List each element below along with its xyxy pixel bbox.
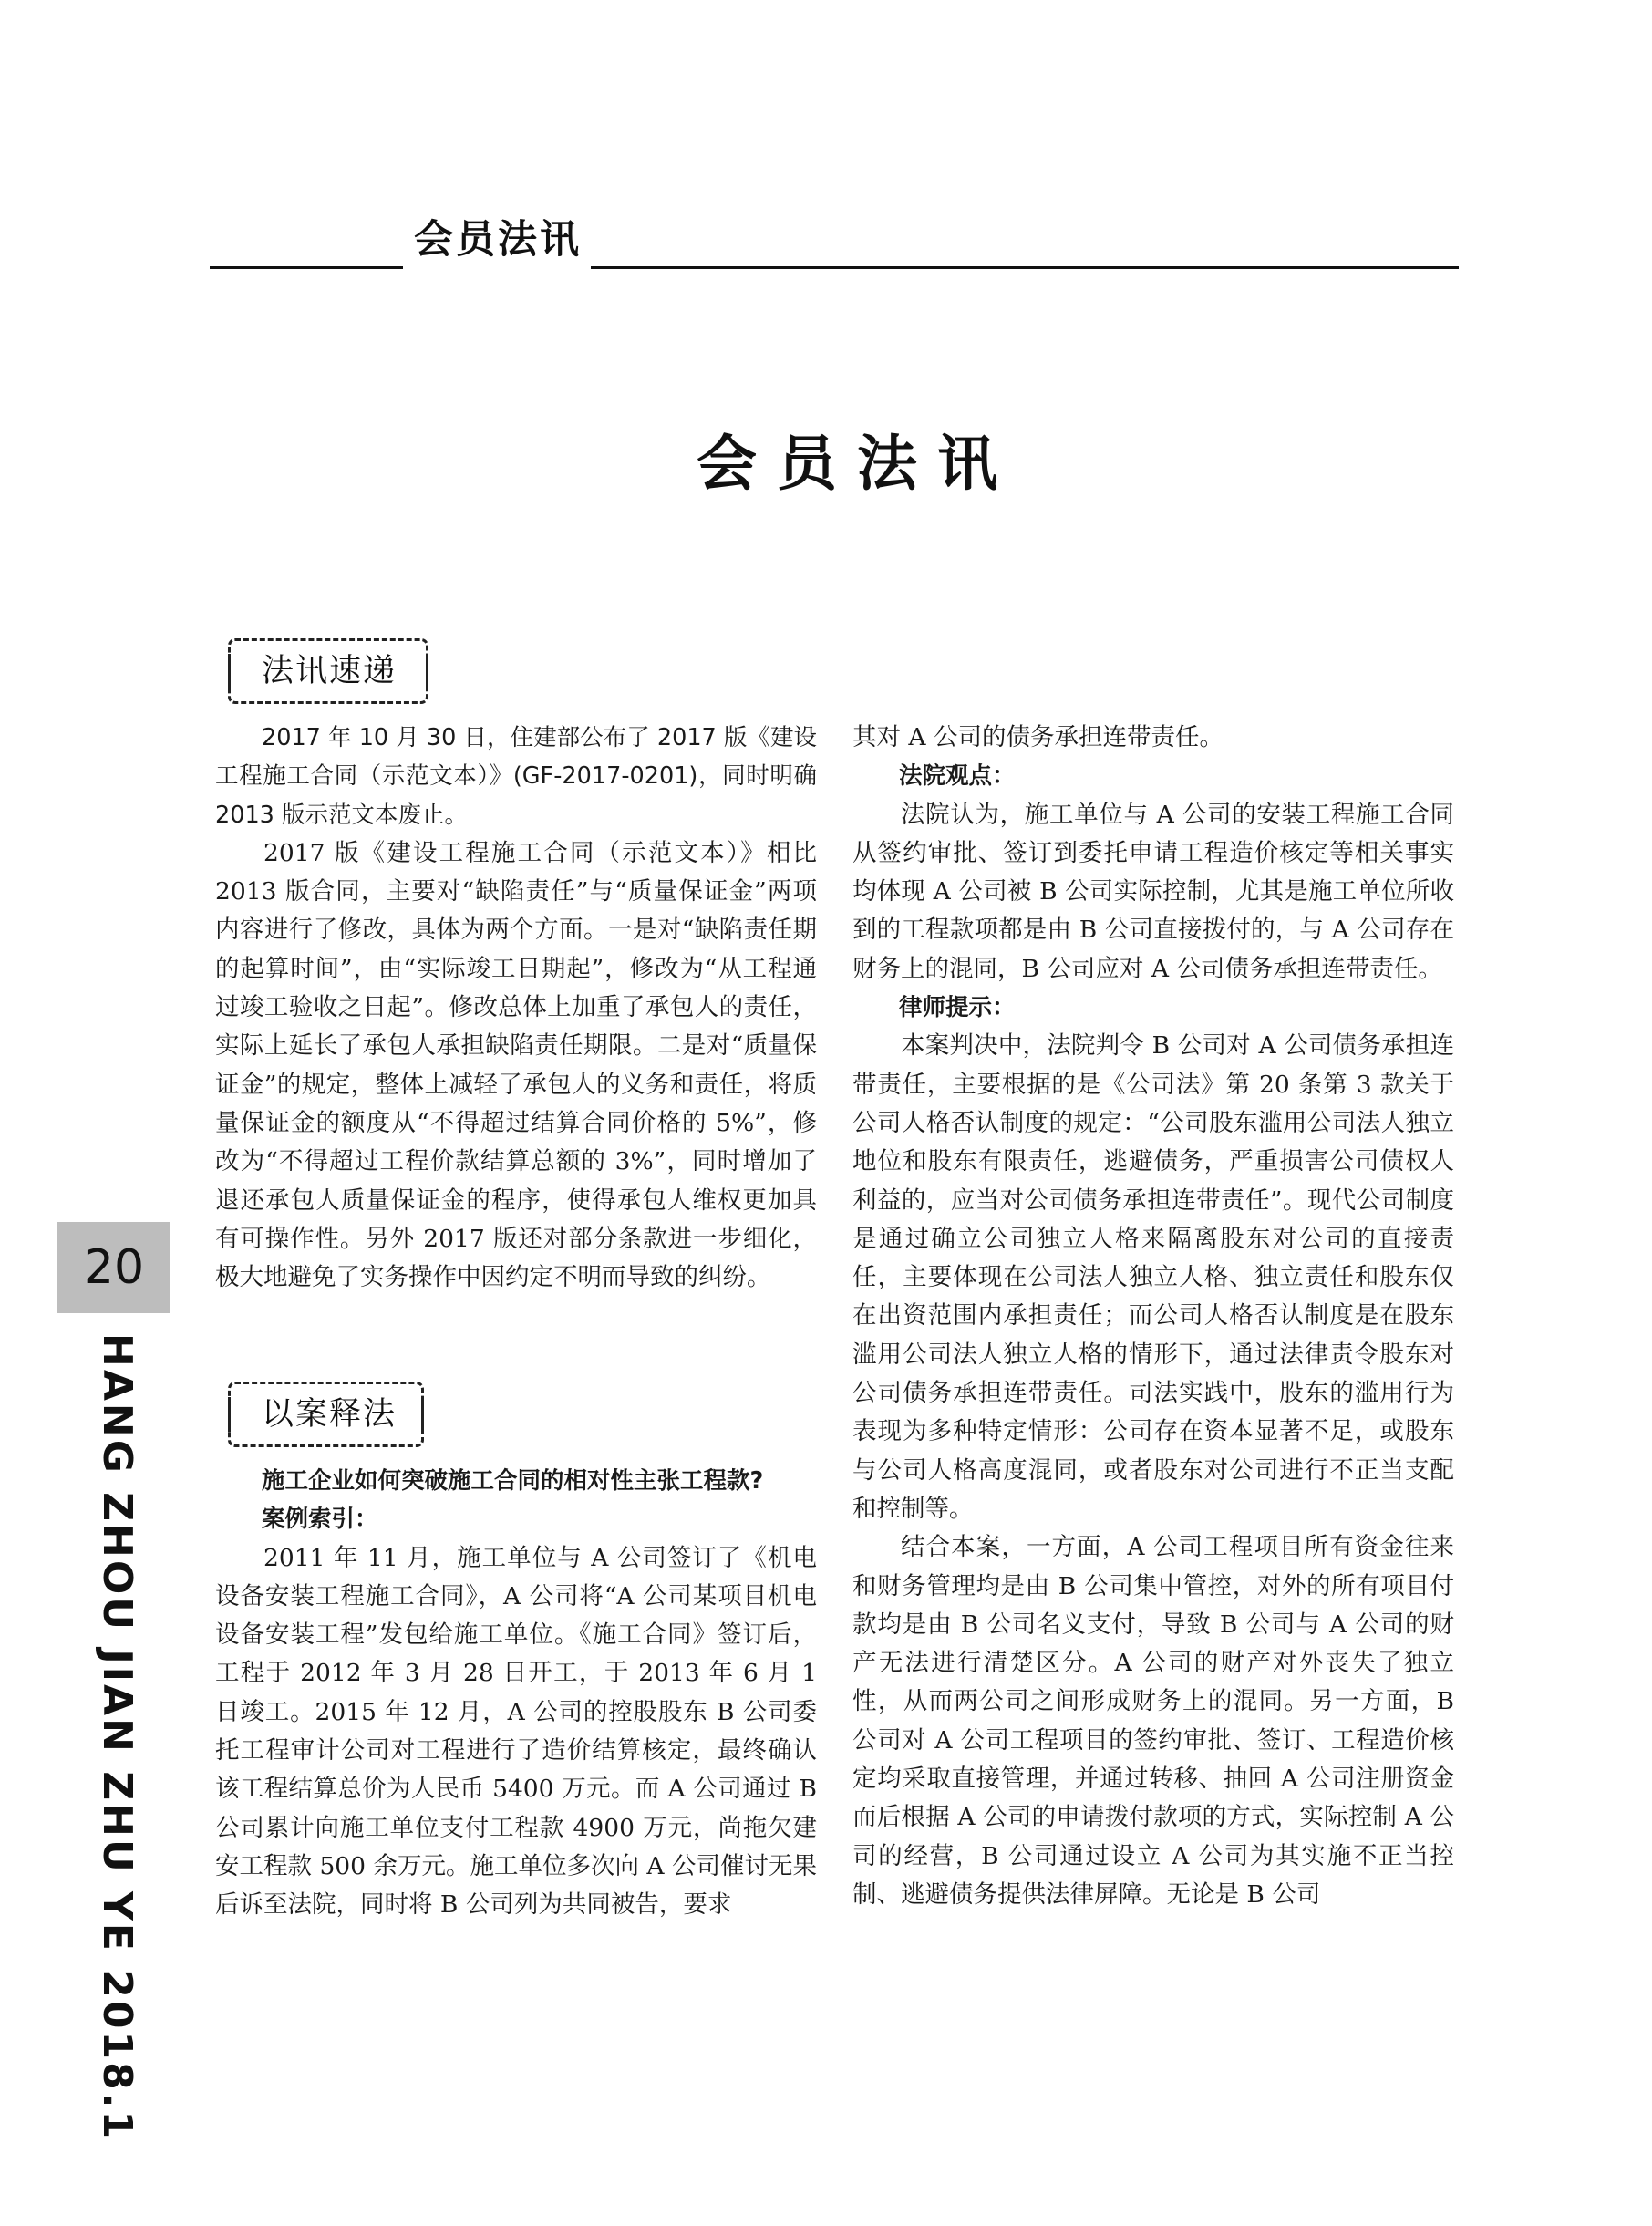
left-column: [215, 719, 817, 1297]
left-column-case: [215, 1462, 817, 1925]
case-index-heading: 案例索引：: [262, 1506, 378, 1534]
section-label-news: 法讯速递: [262, 653, 398, 689]
case-paragraph-1: 2011 年 11 月，施工单位与 A 公司签订了《机电设备安装工程施工合同》，A 公司将“A 公司某项目机电设备安装工程”发包给施工单位。《施工合同》签订后，工程于 2012 年 3 月 28 日开工，于 2013 年 6 月 1 日竣工。2015 年 12 月，A 公司的控股股东 B 公司委托工程审计公司对工程进行了造价结算核定，最终确认该工程结算总价为人民币 5400 万元。而 A 公司通过 B 公司累计向施工单位支付工程款 4900 万元，尚拖欠建安工程款 500 余万元。施工单位多次向 A 公司催讨无果后诉至法院，同时将 B 公司列为共同被告，要求: [215, 1543, 817, 1920]
journal-vertical-label: HANG ZHOU JIAN ZHU YE 2018.1: [94, 1333, 140, 2142]
section-label-case: 以案释法: [262, 1396, 398, 1433]
header-rule-right: [591, 266, 1459, 269]
section-box-case: [228, 1382, 424, 1447]
section-box-news: [228, 638, 428, 704]
running-header-title: 会员法讯: [414, 217, 582, 263]
header-rule-left: [210, 266, 403, 269]
case-continuation: 其对 A 公司的债务承担连带责任。: [852, 723, 1224, 751]
lawyer-tips-paragraph-1: 本案判决中，法院判令 B 公司对 A 公司债务承担连带责任，主要根据的是《公司法》第 20 条第 3 款关于公司人格否认制度的规定：“公司股东滥用公司法人独立地位和股东有限责任，逃避债务，严重损害公司债权人利益的，应当对公司债务承担连带责任”。现代公司制度是通过确立公司独立人格来隔离股东对公司的直接责任，主要体现在公司法人独立人格、独立责任和股东仅在出资范围内承担责任；而公司人格否认制度是在股东滥用公司法人独立人格的情形下，通过法律责令股东对公司债务承担连带责任。司法实践中，股东的滥用行为表现为多种特定情形：公司存在资本显著不足，或股东与公司人格高度混同，或者股东对公司进行不正当支配和控制等。: [852, 1031, 1454, 1523]
case-question-heading: 施工企业如何突破施工合同的相对性主张工程款?: [262, 1467, 764, 1495]
box-tick-left: [228, 654, 231, 689]
right-column: [852, 719, 1454, 1914]
box-tick-right: [426, 654, 428, 689]
box-tick-left: [228, 1397, 231, 1432]
news-paragraph-2: 2017 版《建设工程施工合同（示范文本）》相比 2013 版合同，主要对“缺陷责任”与“质量保证金”两项内容进行了修改，具体为两个方面。一是对“缺陷责任期的起算时间”，由“实际竣工日期起”，修改为“从工程通过竣工验收之日起”。修改总体上加重了承包人的责任，实际上延长了承包人承担缺陷责任期限。二是对“质量保证金”的规定，整体上减轻了承包人的义务和责任，将质量保证金的额度从“不得超过结算合同价格的 5%”，修改为“不得超过工程价款结算总额的 3%”，同时增加了退还承包人质量保证金的程序，使得承包人维权更加具有可操作性。另外 2017 版还对部分条款进一步细化，极大地避免了实务操作中因约定不明而导致的纠纷。: [215, 838, 817, 1292]
court-view-heading: 法院观点：: [899, 762, 1016, 791]
lawyer-tips-heading: 律师提示：: [899, 994, 1016, 1022]
court-view-paragraph: 法院认为，施工单位与 A 公司的安装工程施工合同从签约审批、签订到委托申请工程造价核定等相关事实均体现 A 公司被 B 公司实际控制，尤其是施工单位所收到的工程款项都是由 B 公司直接拨付的，与 A 公司存在财务上的混同，B 公司应对 A 公司债务承担连带责任。: [852, 800, 1454, 983]
page-title: 会员法讯: [697, 429, 1017, 499]
news-paragraph-1: 2017 年 10 月 30 日，住建部公布了 2017 版《建设工程施工合同（示范文本）》(GF-2017-0201)，同时明确 2013 版示范文本废止。: [215, 724, 817, 829]
page-number-tab: 20: [57, 1222, 170, 1313]
box-tick-right: [421, 1397, 424, 1432]
lawyer-tips-paragraph-2: 结合本案，一方面，A 公司工程项目所有资金往来和财务管理均是由 B 公司集中管控，对外的所有项目付款均是由 B 公司名义支付，导致 B 公司与 A 公司的财产无法进行清楚区分。A 公司的财产对外丧失了独立性，从而两公司之间形成财务上的混同。另一方面，B 公司对 A 公司工程项目的签约审批、签订、工程造价核定均采取直接管理，并通过转移、抽回 A 公司注册资金而后根据 A 公司的申请拨付款项的方式，实际控制 A 公司的经营，B 公司通过设立 A 公司为其实施不正当控制、逃避债务提供法律屏障。无论是 B 公司: [852, 1533, 1454, 1909]
